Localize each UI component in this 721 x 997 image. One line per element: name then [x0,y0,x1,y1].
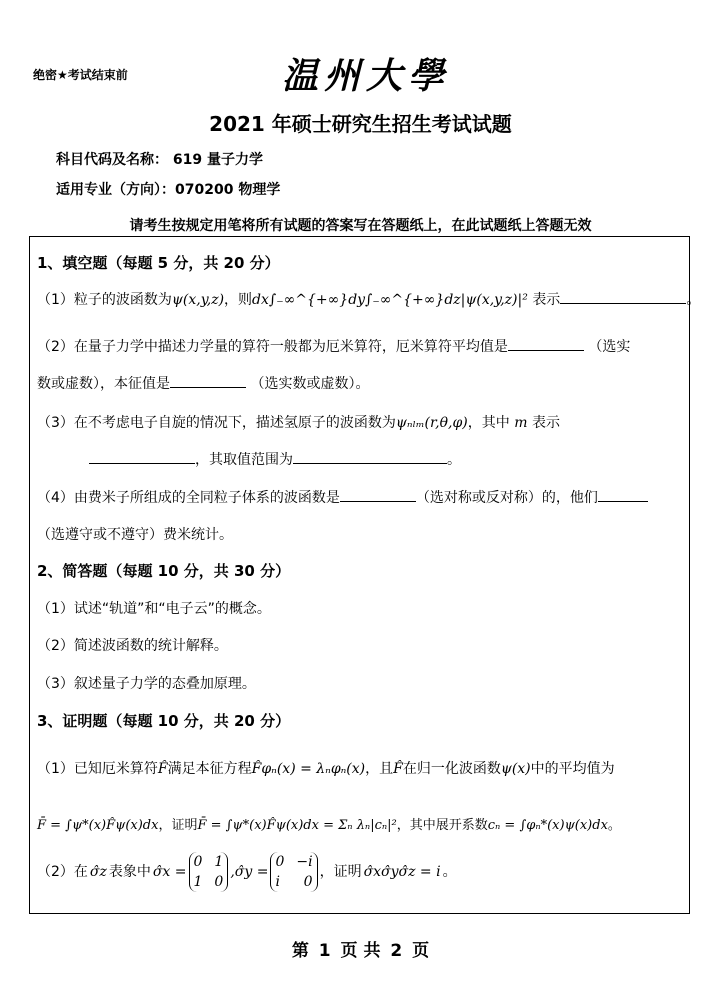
question-1-2 [37,336,684,358]
sigma-x-matrix [189,852,229,892]
matrix-cell: 1 [214,854,224,870]
question-1-1 [37,289,701,311]
q-text: （选遵守或不遵守）费米统计。 [37,527,233,543]
q-text: 表象中 [108,864,151,880]
page-number: 1 [318,941,331,961]
q-text: ，其中展开系数 [396,818,488,833]
matrix-cell: 0 [193,854,203,870]
q-math: ,σ̂y = [230,864,269,880]
matrix-cell: 1 [193,874,203,890]
q-math: dx∫₋∞^{+∞}dy∫₋∞^{+∞}dz|ψ(x,y,z)|² [252,292,528,308]
question-1-4-cont [37,524,684,546]
q-text: 中的平均值为 [530,761,615,777]
q-text: ，证明 [319,864,362,880]
q-text: （2）在 [37,864,88,880]
q-text: （1）粒子的波函数为 [37,292,172,308]
footer-text: 页 共 [340,941,381,961]
q-math: ψₙₗₘ(r,θ,φ) [395,415,468,431]
q-math: σ̂z [89,864,107,880]
section-3-title: 3、证明题（每题 10 分，共 20 分） [37,712,291,730]
q-math: F̄ = ∫ψ*(x)F̂ψ(x)dx [37,818,159,833]
university-logo: 温州大學 [282,55,451,97]
section-1-title: 1、填空题（每题 5 分，共 20 分） [37,254,280,272]
q-math: cₙ = ∫φₙ*(x)ψ(x)dx [487,818,608,833]
major-direction: 适用专业（方向）：070200 物理学 [56,182,281,198]
q-text: 。 [442,864,457,880]
q-text: ，其取值范围为 [195,452,293,468]
q-text: 。 [686,292,701,308]
matrix-cell: 0 [275,854,285,870]
q-text: 。 [447,452,461,468]
q-math: ψ(x,y,z) [171,292,225,308]
q-math: F̂φₙ(x) = λₙφₙ(x) [251,761,366,777]
q-text: （4）由费米子所组成的全同粒子体系的波函数是 [37,490,340,506]
confidential-label: 绝密★考试结束前 [33,68,128,82]
answer-blank[interactable] [508,336,584,351]
matrix-cell: i [275,874,280,890]
q-text: （3）在不考虑电子自旋的情况下，描述氢原子的波函数为 [37,415,396,431]
answer-blank[interactable] [598,487,648,502]
q-text: 数或虚数），本征值是 [37,376,170,392]
q-text: ，且 [365,761,394,777]
answer-blank[interactable] [560,289,686,304]
q-text: 。 [607,818,621,833]
matrix-cell: −i [296,854,313,870]
sigma-y-matrix [270,852,317,892]
q-text: （1）已知厄米算符 [37,761,158,777]
q-math: ψ(x) [500,761,531,777]
matrix-cell: 0 [214,874,224,890]
answer-blank[interactable] [340,487,416,502]
question-1-3-cont [89,449,684,471]
q-text: 表示 [531,415,560,431]
q-math: σ̂x = [152,864,187,880]
answer-blank[interactable] [170,373,246,388]
q-math: F̂ [393,761,403,777]
q-text: 满足本征方程 [167,761,252,777]
question-3-1-cont [37,815,684,837]
question-1-2-cont [37,373,684,395]
answer-blank[interactable] [89,449,195,464]
q-text: （2）在量子力学中描述力学量的算符一般都为厄米算符，厄米算符平均值是 [37,339,508,355]
subject-code: 科目代码及名称： 619 量子力学 [56,152,263,168]
total-pages: 2 [390,941,403,961]
q-text: ，其中 [467,415,510,431]
answer-notice: 请考生按规定用笔将所有试题的答案写在答题纸上，在此试题纸上答题无效 [129,218,592,234]
question-1-4 [37,487,684,509]
q-math: F̄ = ∫ψ*(x)F̂ψ(x)dx = Σₙ λₙ|cₙ|² [197,818,397,833]
q-text: 在归一化波函数 [402,761,501,777]
footer-text: 第 [291,941,309,961]
q-math: F̂ [157,761,168,777]
question-3-1 [37,758,684,780]
question-1-3 [37,412,684,434]
q-text: （选实 [588,339,631,355]
question-3-2 [37,849,684,895]
q-math: m [514,415,528,431]
q-text: 表示 [532,292,561,308]
question-2-2: （2）简述波函数的统计解释。 [37,638,228,654]
q-text: （选实数或虚数）。 [250,376,370,392]
question-2-3: （3）叙述量子力学的态叠加原理。 [37,676,256,692]
matrix-cell: 0 [303,874,313,890]
page-footer [0,936,721,961]
footer-text: 页 [412,941,430,961]
q-text: ，证明 [158,818,198,833]
q-text: ，则 [224,292,253,308]
q-math: σ̂xσ̂yσ̂z = i [363,864,441,880]
q-text: （选对称或反对称）的，他们 [415,490,598,506]
questions-box [29,236,701,914]
answer-blank[interactable] [293,449,447,464]
exam-title: 2021 年硕士研究生招生考试试题 [209,112,512,136]
question-2-1: （1）试述“轨道”和“电子云”的概念。 [37,601,271,617]
section-2-title: 2、简答题（每题 10 分，共 30 分） [37,562,291,580]
